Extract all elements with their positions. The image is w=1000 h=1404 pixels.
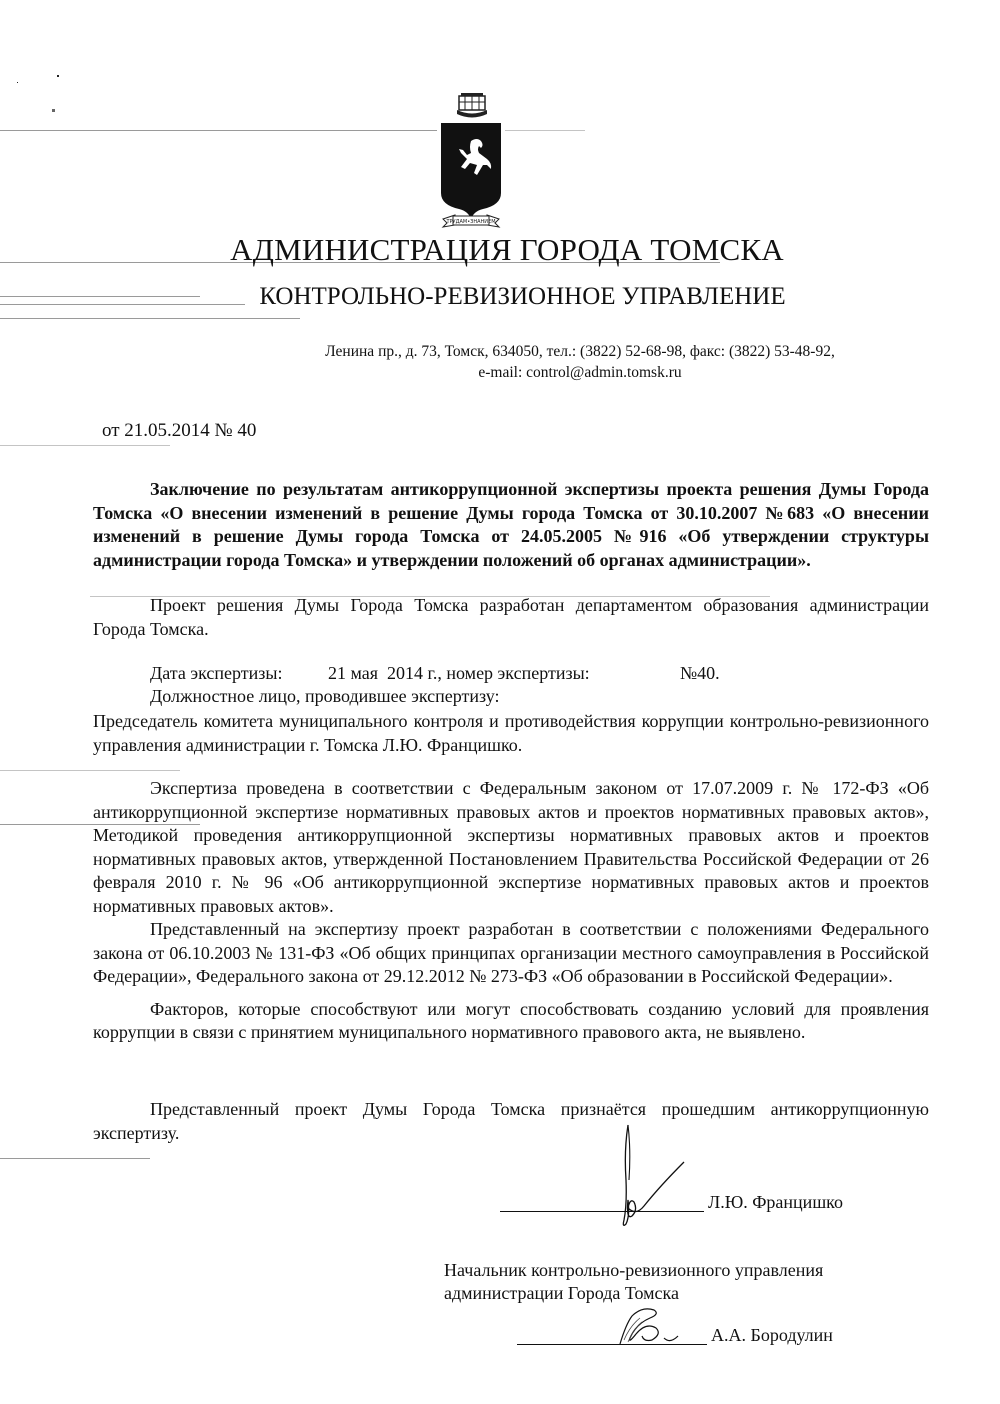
expertise-number: №40.: [680, 663, 720, 683]
scan-speck: [52, 109, 55, 112]
document-reference: от 21.05.2014 № 40: [102, 420, 257, 441]
signer-position-line: администрации Города Томска: [444, 1283, 679, 1303]
department-name: КОНТРОЛЬНО-РЕВИЗИОННОЕ УПРАВЛЕНИЕ: [259, 283, 786, 310]
expertise-date-label: Дата экспертизы:: [150, 663, 283, 683]
expertise-official-label: Должностное лицо, проводившее экспертизу:: [150, 686, 500, 706]
scan-speck: [17, 82, 18, 83]
handwritten-signature-icon: [612, 1304, 692, 1349]
scan-artifact-line: [0, 445, 170, 446]
signer-name-1: Л.Ю. Францишко: [708, 1192, 844, 1212]
expertise-official-text: Председатель комитета муниципального контроля и противодействия коррупции контрольно-ревизионного управления администрации г. Томска Л.Ю. Францишко.: [93, 711, 929, 755]
document-title-block: [93, 478, 929, 572]
signer-position-line: Начальник контрольно-ревизионного управления: [444, 1260, 824, 1280]
email-line: e-mail: control@admin.tomsk.ru: [478, 364, 682, 381]
scan-artifact-line: [0, 318, 300, 319]
paragraph-legal-basis: Экспертиза проведена в соответствии с Федеральным законом от 17.07.2009 г. № 172-ФЗ «Об антикоррупционной экспертизе нормативных правовых актов и проектов нормативных правовых актов», Методикой проведения антикоррупционной экспертизы нормативных правовых актов и проектов нормативных правовых актов, утвержденной Постановлением Правительства Российской Федерации от 26 февраля 2010 г. № 96 «Об антикоррупционной экспертизе нормативных правовых актов и проектов нормативных правовых актов».: [93, 778, 929, 916]
svg-text:ТРУДАМ•ЗНАНИЕМ: ТРУДАМ•ЗНАНИЕМ: [446, 219, 496, 225]
developer-paragraph: Проект решения Думы Города Томска разработан департаментом образования администрации Города Томска.: [93, 595, 929, 639]
scan-artifact-line: [0, 770, 180, 771]
main-paragraphs: [93, 777, 929, 1045]
scan-artifact-line: [505, 130, 585, 131]
contact-address: [0, 341, 1000, 383]
scan-speck: [57, 75, 59, 77]
scan-artifact-line: [0, 130, 437, 131]
conclusion-paragraph: Представленный проект Думы Города Томска признаётся прошедшим антикоррупционную экспертизу.: [93, 1099, 929, 1143]
scan-artifact-line: [0, 1158, 150, 1159]
handwritten-signature-icon: [600, 1120, 700, 1230]
official-block: [93, 710, 929, 757]
address-line: Ленина пр., д. 73, Томск, 634050, тел.: (3822) 52-68-98, факс: (3822) 53-48-92,: [325, 343, 835, 360]
paragraph-project-basis: Представленный на экспертизу проект разработан в соответствии с положениями Федерального закона от 06.10.2003 № 131-ФЗ «Об общих принципах организации местного самоуправления в Российской Федерации», Федерального закона от 29.12.2012 № 273-ФЗ «Об образовании в Российской Федерации».: [93, 919, 929, 986]
signer-name-2: А.А. Бородулин: [711, 1325, 833, 1345]
developer-block: [93, 594, 929, 641]
expertise-date-value: 21 мая 2014 г., номер экспертизы:: [328, 663, 590, 683]
expertise-date-row: [150, 663, 720, 684]
signer-position: [444, 1259, 823, 1305]
organization-name: АДМИНИСТРАЦИЯ ГОРОДА ТОМСКА: [230, 232, 784, 267]
conclusion-block: [93, 1098, 929, 1145]
document-title: Заключение по результатам антикоррупционной экспертизы проекта решения Думы Города Томска «О внесении изменений в решение Думы города Томска от 30.10.2007 №683 «О внесении изменений в решение Думы города Томска от 24.05.2005 №916 «Об утверждении структуры администрации города Томска» и утверждении положений об органах администрации».: [93, 479, 929, 570]
paragraph-corruption-factors: Факторов, которые способствуют или могут способствовать созданию условий для проявления коррупции в связи с принятием муниципального нормативного правового акта, не выявлено.: [93, 998, 929, 1042]
tomsk-coat-of-arms-icon: [437, 93, 505, 233]
